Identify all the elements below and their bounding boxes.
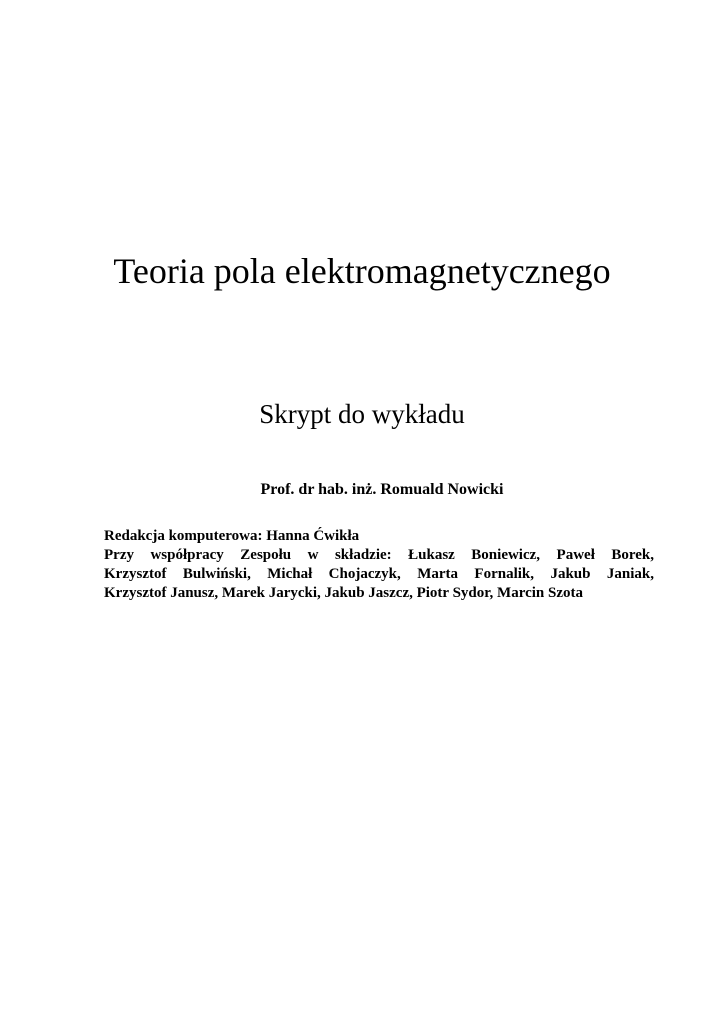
document-title: Teoria pola elektromagnetycznego [113, 251, 611, 291]
editor-line: Redakcja komputerowa: Hanna Ćwikła [104, 528, 360, 544]
team-line-1: Przy współpracy Zespołu w składzie: Łukasz Boniewicz, Paweł Borek, [104, 547, 654, 563]
author-line: Prof. dr hab. inż. Romuald Nowicki [260, 481, 504, 498]
credits-block [104, 527, 654, 603]
team-line-3: Krzysztof Janusz, Marek Jarycki, Jakub Jaszcz, Piotr Sydor, Marcin Szota [104, 585, 583, 601]
document-subtitle: Skrypt do wykładu [259, 399, 465, 429]
team-line-2: Krzysztof Bulwiński, Michał Chojaczyk, Marta Fornalik, Jakub Janiak, [104, 566, 654, 582]
